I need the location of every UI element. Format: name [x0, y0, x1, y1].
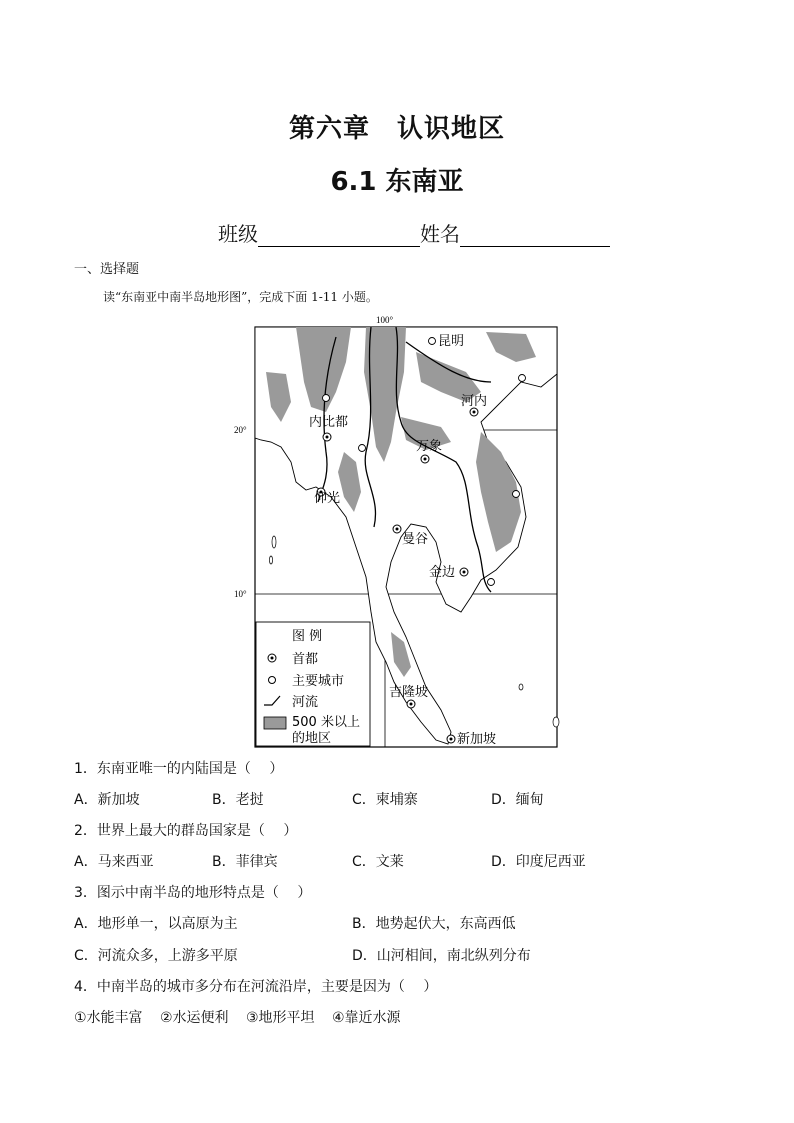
class-blank[interactable] — [258, 224, 420, 247]
class-name-line — [218, 218, 610, 247]
q1-option-c[interactable]: C．柬埔寨 — [352, 792, 418, 808]
latitude-label-10: 10° — [234, 589, 247, 599]
class-label: 班级 — [218, 222, 258, 246]
label-kunming: 昆明 — [438, 334, 465, 349]
label-kualalumpur: 吉隆坡 — [389, 685, 429, 700]
q4-item-3: ③地形平坦 — [246, 1010, 315, 1026]
legend-highland-2: 的地区 — [292, 731, 332, 746]
name-label: 姓名 — [420, 222, 460, 246]
q1-option-d[interactable]: D．缅甸 — [491, 792, 544, 808]
label-yangon: 仰光 — [314, 491, 341, 506]
q2-option-c[interactable]: C．文莱 — [352, 854, 404, 870]
q3-option-b[interactable]: B．地势起伏大，东高西低 — [352, 916, 516, 932]
question-2: 2．世界上最大的群岛国家是（ ） — [74, 823, 298, 839]
q2-option-d[interactable]: D．印度尼西亚 — [491, 854, 586, 870]
label-naypyidaw: 内比都 — [309, 415, 349, 430]
label-phnompenh: 金边 — [429, 565, 456, 580]
q2-option-b[interactable]: B．菲律宾 — [212, 854, 278, 870]
question-4: 4．中南半岛的城市多分布在河流沿岸，主要是因为（ ） — [74, 979, 438, 995]
q4-item-1: ①水能丰富 — [74, 1010, 143, 1026]
map-legend — [256, 622, 370, 746]
longitude-label: 100° — [376, 315, 394, 325]
section-title: 6.1 东南亚 — [330, 167, 464, 197]
q1-option-a[interactable]: A．新加坡 — [74, 792, 140, 808]
q2-option-a[interactable]: A．马来西亚 — [74, 854, 154, 870]
label-hanoi: 河内 — [461, 394, 488, 409]
legend-river: 河流 — [292, 695, 319, 710]
legend-city: 主要城市 — [292, 674, 345, 689]
label-vientiane: 万象 — [416, 439, 443, 454]
chapter-title: 第六章 认识地区 — [288, 114, 505, 144]
name-blank[interactable] — [460, 224, 610, 247]
q3-option-c[interactable]: C．河流众多，上游多平原 — [74, 948, 238, 964]
question-1: 1．东南亚唯一的内陆国是（ ） — [74, 761, 284, 777]
q3-option-d[interactable]: D．山河相间，南北纵列分布 — [352, 948, 531, 964]
part-title: 一、选择题 — [74, 262, 140, 277]
latitude-label-20: 20° — [234, 425, 247, 435]
q4-item-2: ②水运便利 — [160, 1010, 229, 1026]
legend-title: 图 例 — [292, 629, 323, 644]
instruction-text: 读“东南亚中南半岛地形图”，完成下面 1-11 小题。 — [103, 290, 378, 304]
legend-city-icon — [269, 677, 276, 684]
label-singapore: 新加坡 — [457, 732, 497, 747]
legend-highland-1: 500 米以上 — [292, 715, 360, 730]
label-bangkok: 曼谷 — [402, 532, 429, 547]
indochina-terrain-map — [226, 312, 566, 752]
q4-item-4: ④靠近水源 — [332, 1010, 401, 1026]
q1-option-b[interactable]: B．老挝 — [212, 792, 264, 808]
legend-highland-swatch — [264, 717, 286, 729]
question-3: 3．图示中南半岛的地形特点是（ ） — [74, 885, 312, 901]
q3-option-a[interactable]: A．地形单一，以高原为主 — [74, 916, 238, 932]
legend-capital: 首都 — [292, 652, 319, 667]
